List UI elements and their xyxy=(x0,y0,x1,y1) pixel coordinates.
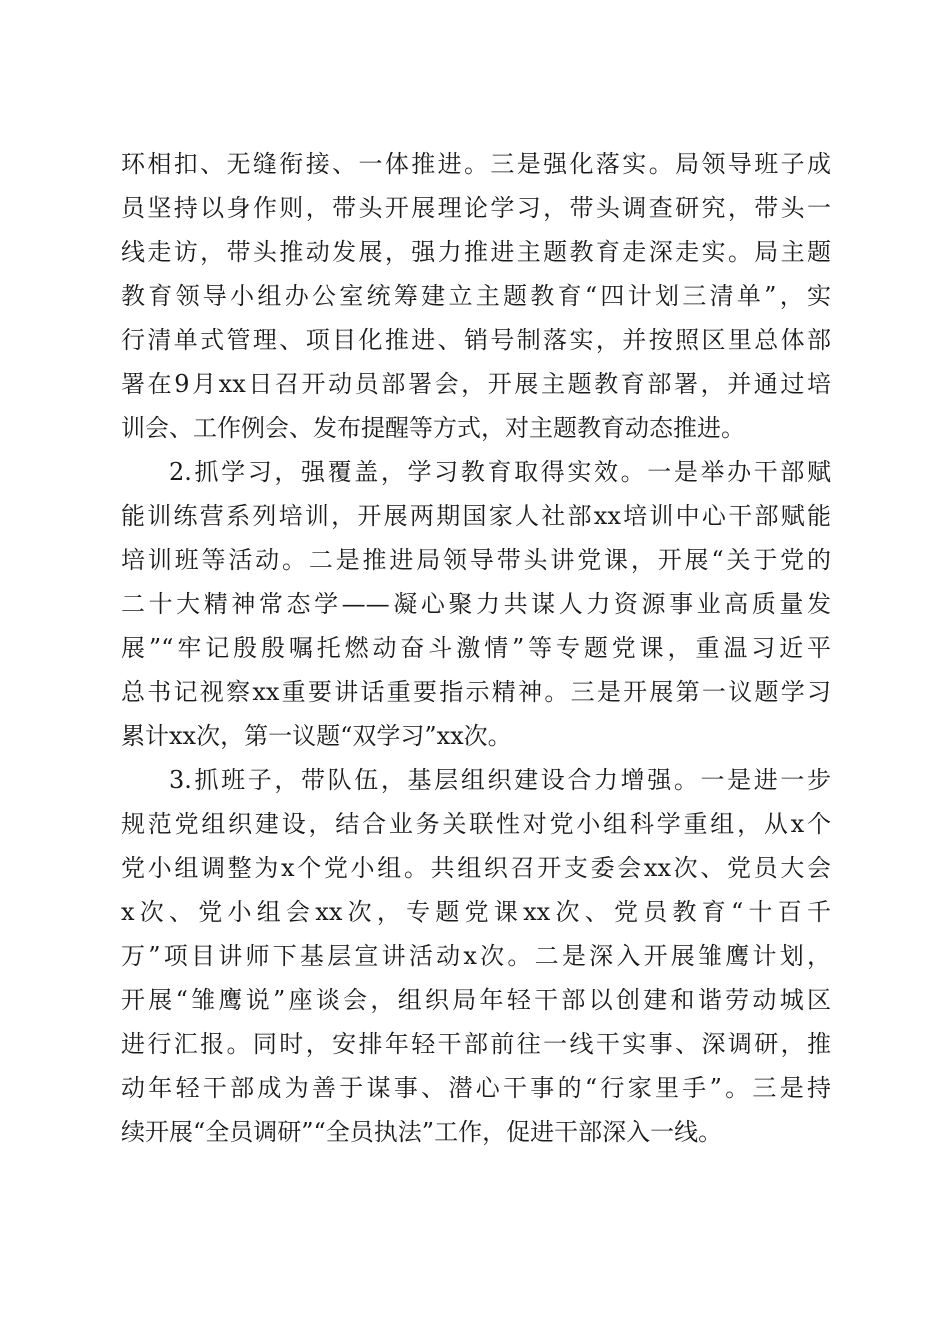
paragraph-3-heading-line: 3.抓班子，带队伍，基层组织建设合力增强。一是进一步 xyxy=(169,766,831,794)
text-line: 能训练营系列培训，开展两期国家人社部xx培训中心干部赋能 xyxy=(121,502,831,530)
text-line: 党小组调整为x个党小组。共组织召开支委会xx次、党员大会 xyxy=(121,854,831,882)
text-line: 展”“牢记殷殷嘱托燃动奋斗激情”等专题党课，重温习近平 xyxy=(121,634,831,662)
text-line: 规范党组织建设，结合业务关联性对党小组科学重组，从x个 xyxy=(121,810,831,838)
text-line: 动年轻干部成为善于谋事、潜心干事的“行家里手”。三是持 xyxy=(121,1074,831,1102)
text-line: 培训班等活动。二是推进局领导带头讲党课，开展“关于党的 xyxy=(121,546,831,574)
text-line: 续开展“全员调研”“全员执法”工作，促进干部深入一线。 xyxy=(121,1118,723,1146)
text-line: 行清单式管理、项目化推进、销号制落实，并按照区里总体部 xyxy=(121,326,831,354)
text-line: 开展“雏鹰说”座谈会，组织局年轻干部以创建和谐劳动城区 xyxy=(121,986,831,1014)
text-line: 累计xx次，第一议题“双学习”xx次。 xyxy=(121,722,512,750)
paragraph-2-heading-line: 2.抓学习，强覆盖，学习教育取得实效。一是举办干部赋 xyxy=(169,458,831,486)
body-text xyxy=(121,142,831,1154)
text-line: 总书记视察xx重要讲话重要指示精神。三是开展第一议题学习 xyxy=(121,678,831,706)
text-line: 员坚持以身作则，带头开展理论学习，带头调查研究，带头一 xyxy=(121,194,831,222)
text-line: 训会、工作例会、发布提醒等方式，对主题教育动态推进。 xyxy=(121,414,745,442)
text-line: 二十大精神常态学——凝心聚力共谋人力资源事业高质量发 xyxy=(121,590,831,618)
text-line: 进行汇报。同时，安排年轻干部前往一线干实事、深调研，推 xyxy=(121,1030,831,1058)
text-line: 教育领导小组办公室统筹建立主题教育“四计划三清单”，实 xyxy=(121,282,831,310)
text-line: 环相扣、无缝衔接、一体推进。三是强化落实。局领导班子成 xyxy=(121,150,831,178)
text-line: 线走访，带头推动发展，强力推进主题教育走深走实。局主题 xyxy=(121,238,831,266)
text-line: 万”项目讲师下基层宣讲活动x次。二是深入开展雏鹰计划， xyxy=(121,942,831,970)
text-line: 署在9月xx日召开动员部署会，开展主题教育部署，并通过培 xyxy=(121,370,831,398)
text-line: x次、党小组会xx次，专题党课xx次、党员教育“十百千 xyxy=(121,898,831,926)
